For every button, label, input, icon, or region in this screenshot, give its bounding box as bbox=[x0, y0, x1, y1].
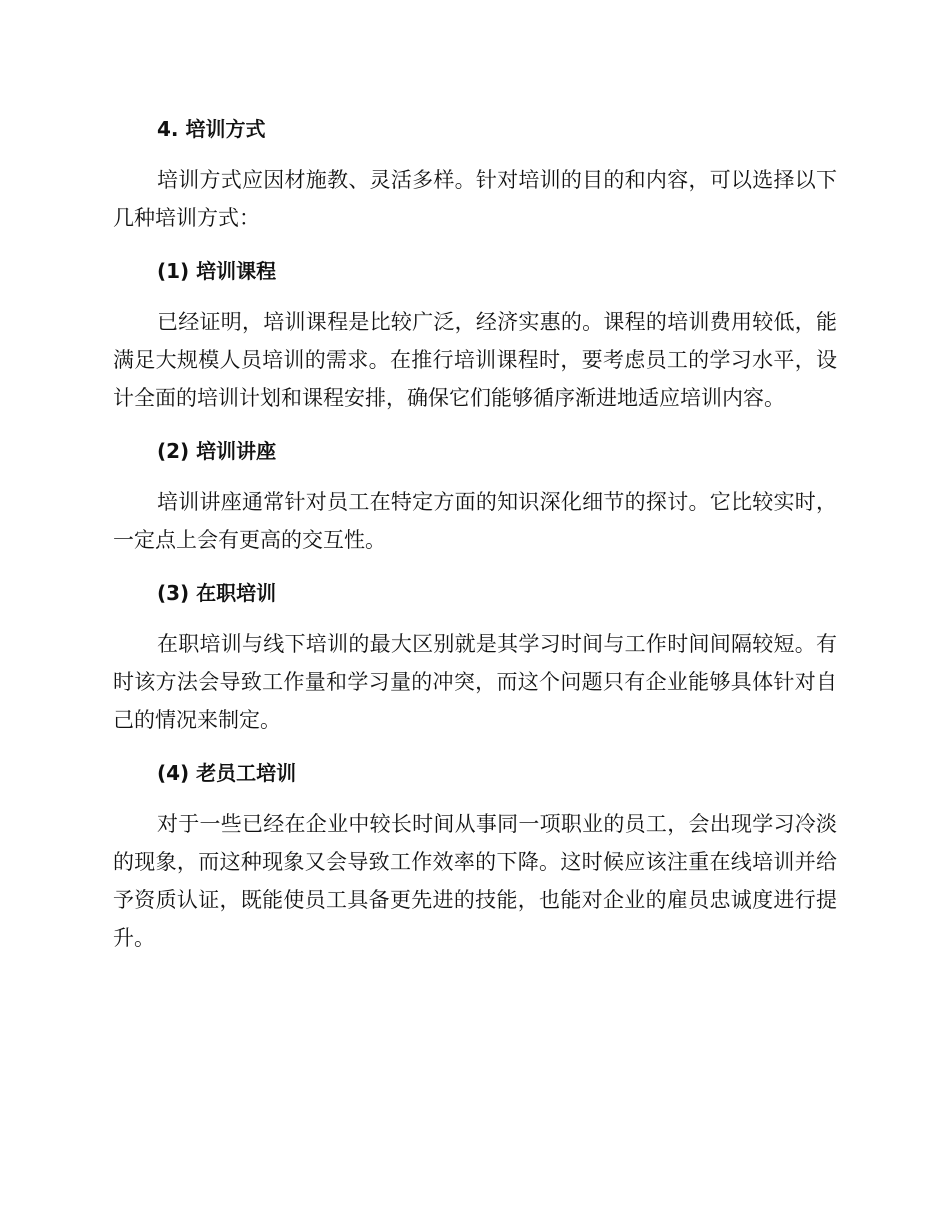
section-heading-training-lectures: (2) 培训讲座 bbox=[157, 439, 277, 463]
section-heading-training-methods: 4. 培训方式 bbox=[157, 117, 266, 141]
section-paragraph-on-the-job-training: 在职培训与线下培训的最大区别就是其学习时间与工作时间间隔较短。有时该方法会导致工作量和学习量的冲突，而这个问题只有企业能够具体针对自己的情况来制定。 bbox=[113, 632, 837, 732]
section-heading-training-courses: (1) 培训课程 bbox=[157, 259, 277, 283]
section-paragraph-senior-staff-training: 对于一些已经在企业中较长时间从事同一项职业的员工，会出现学习冷淡的现象，而这种现象又会导致工作效率的下降。这时候应该注重在线培训并给予资质认证，既能使员工具备更先进的技能，也能对企业的雇员忠诚度进行提升。 bbox=[113, 812, 837, 950]
section-paragraph-training-lectures: 培训讲座通常针对员工在特定方面的知识深化细节的探讨。它比较实时，一定点上会有更高的交互性。 bbox=[113, 490, 837, 552]
section-paragraph-training-methods: 培训方式应因材施教、灵活多样。针对培训的目的和内容，可以选择以下几种培训方式： bbox=[113, 168, 837, 230]
section-heading-on-the-job-training: (3) 在职培训 bbox=[157, 581, 277, 605]
document-body bbox=[113, 109, 837, 957]
section-heading-senior-staff-training: (4) 老员工培训 bbox=[157, 761, 297, 785]
section-paragraph-training-courses: 已经证明，培训课程是比较广泛，经济实惠的。课程的培训费用较低，能满足大规模人员培训的需求。在推行培训课程时，要考虑员工的学习水平，设计全面的培训计划和课程安排，确保它们能够循序渐进地适应培训内容。 bbox=[113, 310, 837, 410]
